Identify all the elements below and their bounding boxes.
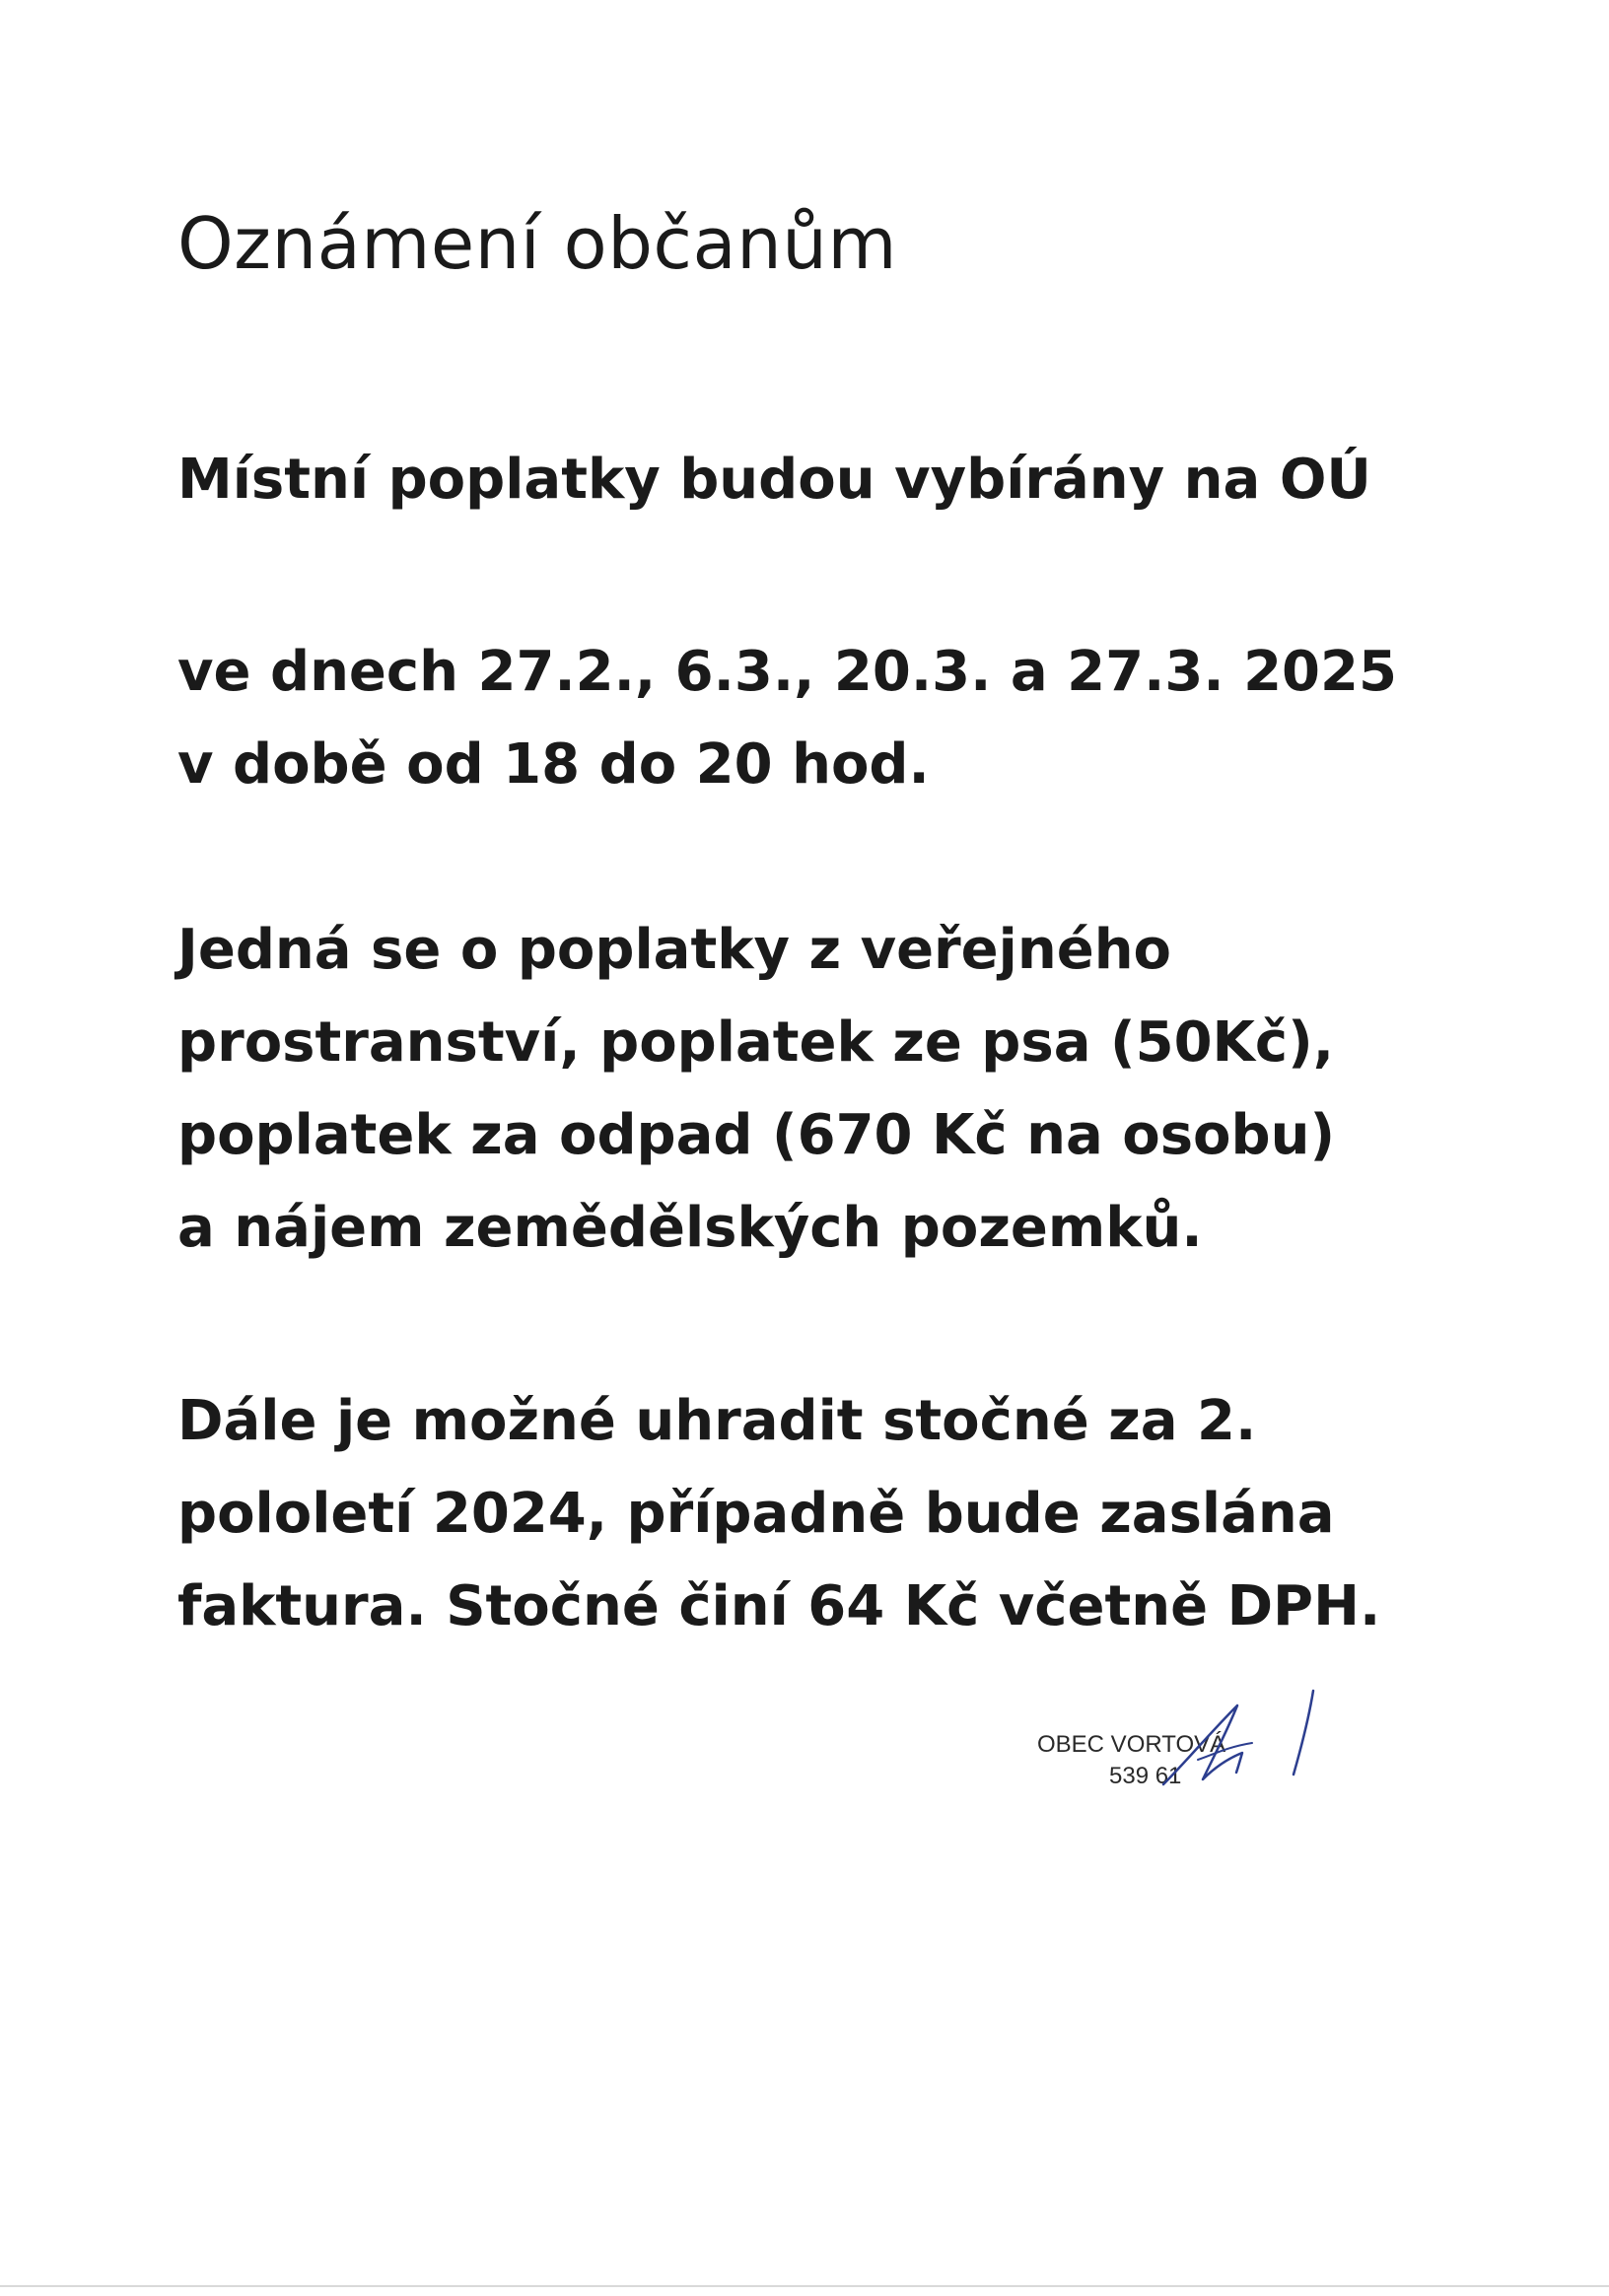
paragraph-line: Dále je možné uhradit stočné za 2. xyxy=(177,1389,1257,1453)
page-bottom-edge xyxy=(0,2285,1609,2287)
signature-icon xyxy=(1144,1686,1331,1804)
paragraph-line: ve dnech 27.2., 6.3., 20.3. a 27.3. 2025 xyxy=(177,640,1397,704)
paragraph-sewage xyxy=(177,1375,1380,1653)
paragraph-line: a nájem zemědělských pozemků. xyxy=(177,1196,1203,1260)
paragraph-line: Místní poplatky budou vybírány na OÚ xyxy=(177,448,1371,512)
paragraph-line: prostranství, poplatek ze psa (50Kč), xyxy=(177,1010,1334,1075)
stamp-postcode: 539 61 xyxy=(1109,1763,1182,1789)
paragraph-line: poplatek za odpad (670 Kč na osobu) xyxy=(177,1103,1336,1167)
paragraph-line: faktura. Stočné činí 64 Kč včetně DPH. xyxy=(177,1574,1381,1638)
paragraph-line: Jedná se o poplatky z veřejného xyxy=(177,918,1172,982)
paragraph-line: pololetí 2024, případně bude zaslána xyxy=(177,1482,1335,1546)
stamp-name: OBEC VORTOVÁ xyxy=(1037,1731,1226,1758)
page-title: Oznámení občanům xyxy=(177,202,898,285)
paragraph-collection-place xyxy=(177,434,1371,526)
paragraph-dates xyxy=(177,626,1397,811)
paragraph-line: v době od 18 do 20 hod. xyxy=(177,732,930,797)
paragraph-fees xyxy=(177,904,1335,1275)
